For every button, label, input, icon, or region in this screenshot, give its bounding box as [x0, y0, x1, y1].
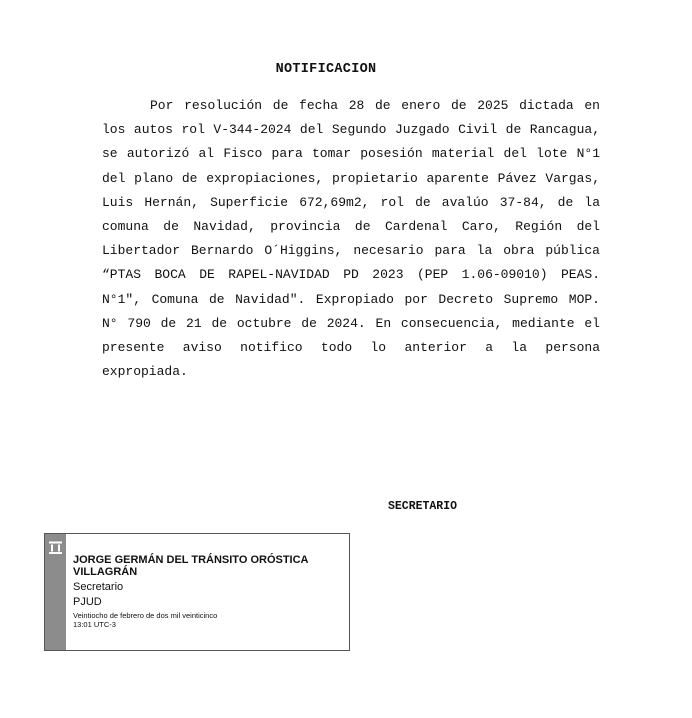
role-label: SECRETARIO — [388, 500, 458, 513]
electronic-signature-box — [44, 533, 350, 651]
signature-strip — [45, 534, 66, 650]
document-title: NOTIFICACION — [275, 62, 377, 77]
signer-position: Secretario — [73, 581, 124, 593]
building-columns-icon — [48, 540, 63, 555]
document-body: Por resolución de fecha 28 de enero de 2025 dictada en los autos rol V-344-2024 del Segundo Juzgado Civil de Rancagua, se autorizó al Fisco para tomar posesión material del lote N°1 del plano de expropiaciones, propietario aparente Pávez Vargas, Luis Hernán, Superficie 672,69m2, rol de avalúo 37-84, de la comuna de Navidad, provincia de Cardenal Caro, Región del Libertador Bernardo O´Higgins, necesario para la obra pública “PTAS BOCA DE RAPEL-NAVIDAD PD 2023 (PEP 1.06-09010) PEAS. N°1", Comuna de Navidad". Expropiado por Decreto Supremo MOP. N° 790 de 21 de octubre de 2024. En consecuencia, mediante el presente aviso notifico todo lo anterior a la persona expropiada. — [102, 98, 600, 380]
signature-date: Veintiocho de febrero de dos mil veinticinco — [73, 611, 218, 620]
signature-content — [73, 555, 343, 629]
signature-time: 13:01 UTC-3 — [73, 619, 116, 629]
signer-name: JORGE GERMÁN DEL TRÁNSITO ORÓSTICA VILLAGRÁN — [73, 554, 309, 578]
signer-institution: PJUD — [73, 596, 102, 608]
